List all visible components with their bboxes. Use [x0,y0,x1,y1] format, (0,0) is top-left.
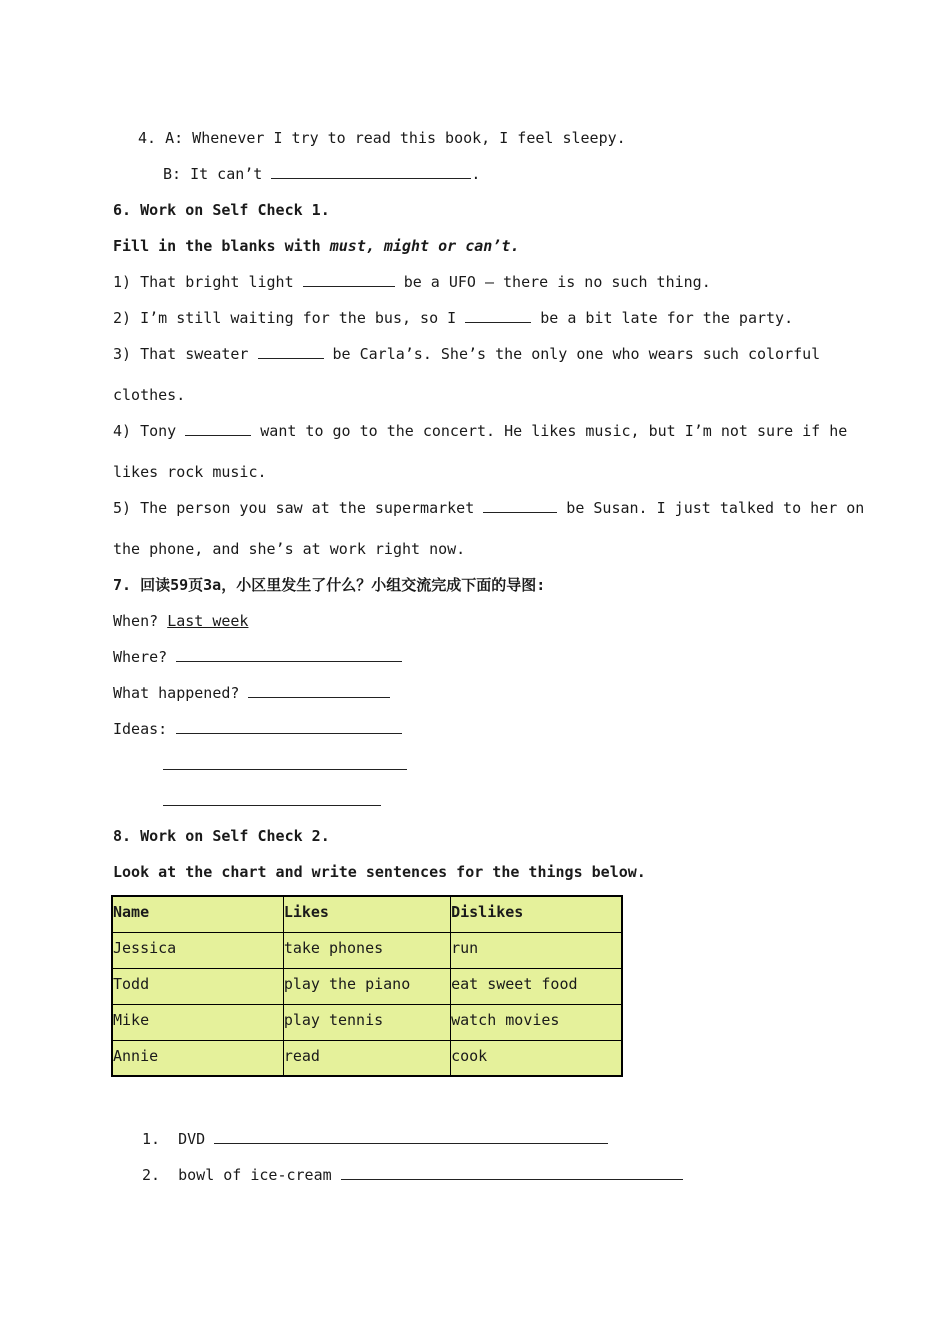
table-cell: cook [451,1040,622,1076]
answer-blank[interactable] [176,719,402,734]
section-6-instructions: Fill in the blanks with must, might or can’t. [113,237,520,255]
table-cell: Annie [112,1040,283,1076]
answer-blank[interactable] [163,755,407,770]
table-header-cell: Dislikes [451,896,622,932]
answer-blank[interactable] [483,498,557,513]
q4-line-a: 4. A: Whenever I try to read this book, I feel sleepy. [138,129,626,147]
s6-item-4-cont: likes rock music. [113,463,267,481]
answer-blank[interactable] [176,647,402,662]
table-header-cell: Likes [283,896,450,932]
section-8-instructions: Look at the chart and write sentences for the things below. [113,863,646,881]
answer-blank[interactable] [258,344,324,359]
s6-item-4: 4) Tony want to go to the concert. He likes music, but I’m not sure if he [113,422,848,440]
table-cell: Jessica [112,932,283,968]
s7-ideas-line-2 [163,755,407,775]
s6-item-1: 1) That bright light be a UFO – there is no such thing. [113,273,711,291]
s6-item-2: 2) I’m still waiting for the bus, so I be a bit late for the party. [113,309,794,327]
s8-task-2: 2. bowl of ice-cream [142,1165,683,1185]
table-header-cell: Name [112,896,283,932]
s7-ideas-line-3 [163,791,381,811]
s8-task-1: 1. DVD [142,1129,608,1149]
section-8-heading: 8. Work on Self Check 2. [113,827,330,845]
table-cell: take phones [283,932,450,968]
answer-blank[interactable] [465,308,531,323]
answer-blank[interactable] [341,1165,683,1180]
answer-blank[interactable] [163,791,381,806]
table-row [112,968,622,1004]
table-cell: read [283,1040,450,1076]
section-7-heading: 7. 回读59页3a，小区里发生了什么？小组交流完成下面的导图: [113,576,546,594]
answer-blank[interactable] [303,272,395,287]
likes-dislikes-table [111,895,623,1077]
q4-line-b: B: It can’t . [163,165,481,183]
s6-item-5: 5) The person you saw at the supermarket be Susan. I just talked to her on [113,499,865,517]
table-cell: play the piano [283,968,450,1004]
table-header-row [112,896,622,932]
s6-item-5-cont: the phone, and she’s at work right now. [113,540,466,558]
table-cell: play tennis [283,1004,450,1040]
s7-when: When? Last week [113,612,249,630]
table-cell: watch movies [451,1004,622,1040]
s7-what-happened: What happened? [113,683,390,703]
answer-blank[interactable] [185,421,251,436]
table-cell: Todd [112,968,283,1004]
table-row [112,932,622,968]
s6-item-3-cont: clothes. [113,386,186,404]
table-row [112,1004,622,1040]
answer-blank[interactable] [271,164,471,179]
s6-item-3: 3) That sweater be Carla’s. She’s the only one who wears such colorful [113,345,821,363]
answer-blank[interactable] [214,1129,608,1144]
table-row [112,1040,622,1076]
table-cell: Mike [112,1004,283,1040]
s7-ideas: Ideas: [113,719,402,739]
table-cell: eat sweet food [451,968,622,1004]
s7-where: Where? [113,647,402,667]
section-6-heading: 6. Work on Self Check 1. [113,201,330,219]
table-cell: run [451,932,622,968]
answer-blank[interactable] [248,683,390,698]
